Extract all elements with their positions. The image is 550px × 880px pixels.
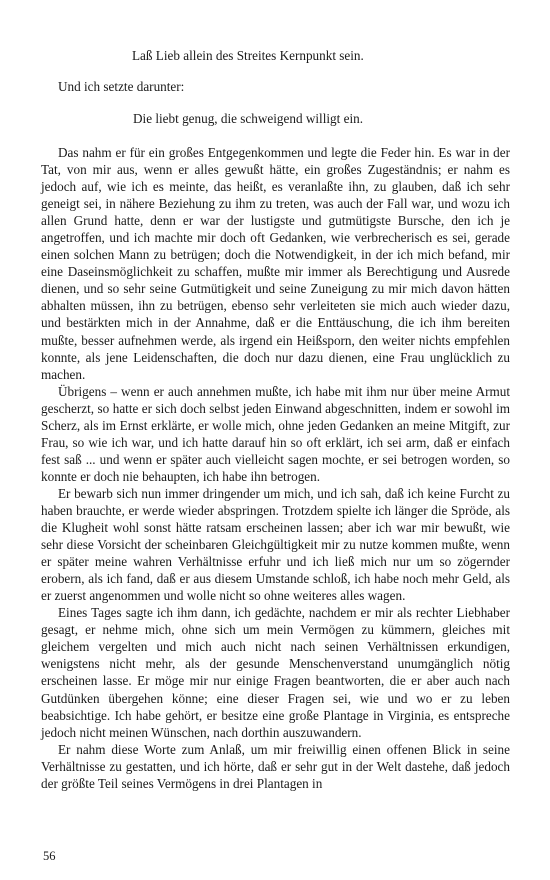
paragraph: Eines Tages sagte ich ihm dann, ich gedächte, nachdem er mir als rechter Liebhaber gesagt, er nehme mich, ohne sich um mein Vermögen zu kümmern, gleiches mit gleichem vergelten und mich auch nicht nach seinen Verhältnissen erkundigen, wenigstens nicht mehr, als der gesunde Menschenverstand unumgänglich nötig erscheinen lasse. Er möge mir nur einige Fragen beantworten, die er aber auch nach Gutdünken übergehen könne; eine dieser Fragen sei, wie und wo er zu leben beabsichtige. Ich habe gehört, er besitze eine große Plantage in Virginia, es entspreche jedoch nicht meinen Wünschen, nach dorthin auszuwandern. bbox=[41, 605, 510, 740]
body-text bbox=[41, 144, 510, 792]
narrative-line: Und ich setzte darunter: bbox=[58, 79, 185, 94]
paragraph: Er nahm diese Worte zum Anlaß, um mir freiwillig einen offenen Blick in seine Verhältnisse zu gestatten, und ich hörte, daß er sehr gut in der Welt dastehe, daß jedoch der größte Teil seines Vermögens in drei Plantagen in bbox=[41, 741, 510, 791]
page-number: 56 bbox=[43, 849, 56, 863]
book-page bbox=[41, 47, 510, 792]
paragraph: Übrigens – wenn er auch annehmen mußte, ich habe mit ihm nur über meine Armut gescherzt, so hatte er sich doch selbst jeden Einwand abgeschnitten, indem er sowohl im Scherz, als im Ernst erklärte, er wolle mich, ohne jeden Gedanken an meine Mitgift, zur Frau, so wie ich war, und ich hatte darauf hin so oft erklärt, ich sei arm, daß er einfach fest saß ... und wenn er später auch vielleicht sagen mochte, er sei betrogen worden, so konnte er doch nie behaupten, ich habe ihn betrogen. bbox=[41, 383, 510, 484]
verse-line-2: Die liebt genug, die schweigend willigt ein. bbox=[133, 111, 363, 126]
verse-line-1: Laß Lieb allein des Streites Kernpunkt sein. bbox=[132, 48, 364, 63]
paragraph: Er bewarb sich nun immer dringender um mich, und ich sah, daß ich keine Furcht zu haben brauchte, er werde wieder abspringen. Trotzdem spielte ich länger die Spröde, als die Klugheit wohl sonst hätte ratsam erscheinen lassen; aber ich war mir bewußt, wie sehr diese Vorsicht der scheinbaren Gleichgültigkeit mir zu nutze kommen mußte, wenn er später meine wahren Verhältnisse erfuhr und ich ließ mich nur um so zögernder erobern, als ich fand, daß er aus diesem Umstande schloß, ich habe noch mehr Geld, als er zuerst angenommen und wolle nicht so ohne weiteres alles wagen. bbox=[41, 485, 510, 604]
paragraph: Das nahm er für ein großes Entgegenkommen und legte die Feder hin. Es war in der Tat, von mir aus, wenn er alles gewußt hätte, ein großes Zugeständnis; er nahm es jedoch auf, wie ich es meinte, das heißt, es veranlaßte ihn, zu glauben, daß ich sehr geneigt sei, in nähere Beziehung zu ihm zu treten, was auch der Fall war, und wozu ich allen Grund hatte, denn er war der lustigste und gutmütigste Bursche, den ich je angetroffen, und ich machte mir doch oft Gedanken, wie verbrecherisch es sei, gerade einen solchen Mann zu betrügen; doch die Notwendigkeit, in der ich mich befand, mir eine Daseinsmöglichkeit zu schaffen, mußte mir immer als Berechtigung und Ausrede dienen, und so sehr seine Gutmütigkeit und seine Zuneigung zu mir mich davon hätten abhalten müssen, ihn zu betrügen, ebenso sehr verleiteten sie mich auch wieder dazu, und bestärkten mich in der Annahme, daß er die Enttäuschung, die ich ihm bereiten mußte, besser aufnehmen werde, als irgend ein Heißsporn, den weiter nichts empfehlen konnte, als jene Leidenschaften, die doch nur dazu dienen, eine Frau unglücklich zu machen. bbox=[41, 145, 510, 382]
